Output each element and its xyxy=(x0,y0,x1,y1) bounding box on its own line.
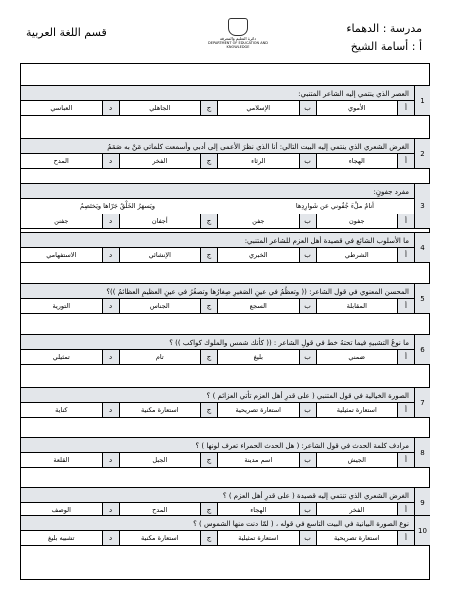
option-letter: ج xyxy=(200,299,217,313)
option-letter: ب xyxy=(299,453,316,467)
school-name: مدرسة : الدهماء xyxy=(346,22,422,35)
options-row xyxy=(20,248,414,263)
option-choice[interactable]: تمثيلي xyxy=(52,353,70,361)
option-choice[interactable]: القلعة xyxy=(53,456,70,464)
question-stem: مرادف كلمة الحدث في قول الشاعر: ( هل الحدث الحمراء تعرف لونها ) ؟ xyxy=(20,437,414,453)
question-number: 9 xyxy=(414,487,430,518)
question-number: 10 xyxy=(414,515,430,546)
option-choice[interactable]: استعارة تمثيلية xyxy=(217,531,299,545)
option-choice[interactable]: الجناس xyxy=(119,299,201,313)
option-choice[interactable]: السجع xyxy=(217,299,299,313)
option-letter: د xyxy=(102,350,119,364)
option-choice[interactable]: جفن xyxy=(217,214,299,228)
options-row xyxy=(20,350,414,365)
question-number: 5 xyxy=(414,283,430,314)
question-number: 6 xyxy=(414,334,430,365)
option-letter: أ xyxy=(397,403,414,417)
option-letter: أ xyxy=(397,299,414,313)
option-choice[interactable]: الرثاء xyxy=(217,154,299,168)
question-stem: الغرض الشعري الذي ينتمي إليه البيت التالي: أنا الذي نظرَ الأعمى إلى أدبي وأسمعت كلماتي مَنْ به صَمَمُ xyxy=(20,138,414,154)
question-stem: المحسن المعنوي في قول الشاعر: (( وتعظُمُ في عينِ الصَغيرِ صِغارُها وتصغُرُ في عينِ العظيمِ العظائمُ ))؟ xyxy=(20,283,414,299)
option-choice[interactable]: أجفان xyxy=(119,214,201,228)
option-choice[interactable]: تشبيه بليغ xyxy=(48,534,75,542)
option-letter: أ xyxy=(397,350,414,364)
option-choice[interactable]: الإنشائي xyxy=(119,248,201,262)
option-letter: د xyxy=(102,453,119,467)
option-letter: د xyxy=(102,299,119,313)
option-letter: ج xyxy=(200,214,217,228)
logo-english-text: DEPARTMENT OF EDUCATION AND KNOWLEDGE xyxy=(208,41,268,49)
option-choice[interactable]: استعارة تمثيلية xyxy=(316,403,398,417)
option-choice[interactable]: الشرطي xyxy=(316,248,398,262)
option-letter: ب xyxy=(299,403,316,417)
emblem-icon xyxy=(228,18,248,36)
option-letter: د xyxy=(102,101,119,115)
option-choice[interactable]: الإسلامي xyxy=(217,101,299,115)
option-letter: د xyxy=(102,214,119,228)
question-stem: ما الأسلوب الشائع في قصيدة أهل العزم للشاعر المتنبي: xyxy=(20,232,414,248)
option-letter: د xyxy=(102,154,119,168)
option-choice[interactable]: الأموي xyxy=(316,101,398,115)
option-letter: أ xyxy=(397,503,414,517)
question-number: 7 xyxy=(414,387,430,418)
option-letter: ب xyxy=(299,531,316,545)
option-letter: أ xyxy=(397,154,414,168)
option-letter: د xyxy=(102,503,119,517)
question-block xyxy=(20,515,430,546)
option-choice[interactable]: الجاهلي xyxy=(119,101,201,115)
option-choice[interactable]: ضمني xyxy=(316,350,398,364)
option-choice[interactable]: الفخر xyxy=(316,503,398,517)
option-letter: ج xyxy=(200,248,217,262)
option-letter: أ xyxy=(397,531,414,545)
option-letter: أ xyxy=(397,248,414,262)
department-label: قسم اللغة العربية xyxy=(26,26,107,39)
verse-line xyxy=(20,199,414,214)
options-row xyxy=(20,403,414,418)
option-letter: ب xyxy=(299,154,316,168)
option-letter: أ xyxy=(397,453,414,467)
option-choice[interactable]: بليغ xyxy=(217,350,299,364)
question-block xyxy=(20,387,430,418)
option-choice[interactable]: المدح xyxy=(53,157,69,165)
option-letter: ج xyxy=(200,503,217,517)
option-letter: ب xyxy=(299,350,316,364)
options-row xyxy=(20,154,414,169)
verse-hemistich: ويَسهَرُ الخَلْقُ جَرّاها ويَختَصِمُ xyxy=(80,202,155,210)
option-letter: د xyxy=(102,531,119,545)
question-number: 8 xyxy=(414,437,430,468)
option-choice[interactable]: المقابلة xyxy=(316,299,398,313)
question-stem: الغرض الشعري الذي تنتمي إليه قصيدة ( على قدرِ أهل العزم ) ؟ xyxy=(20,487,414,503)
option-letter: ب xyxy=(299,248,316,262)
question-block xyxy=(20,334,430,365)
option-choice[interactable]: المدح xyxy=(119,503,201,517)
option-letter: أ xyxy=(397,214,414,228)
option-letter: ج xyxy=(200,101,217,115)
option-choice[interactable]: جفنن xyxy=(54,217,69,225)
options-row xyxy=(20,531,414,546)
question-stem: الصورة الخيالية في قول المتنبي ( على قدرِ أهل العزم تأتي العزائم ) ؟ xyxy=(20,387,414,403)
option-choice[interactable]: كناية xyxy=(55,406,68,414)
option-letter: د xyxy=(102,403,119,417)
option-choice[interactable]: استعارة تصريحية xyxy=(316,531,398,545)
question-number: 2 xyxy=(414,138,430,169)
option-choice[interactable]: الجبل xyxy=(119,453,201,467)
question-number: 3 xyxy=(414,183,430,229)
option-choice[interactable]: استعارة مكنية xyxy=(119,403,201,417)
option-choice[interactable]: جفون xyxy=(316,214,398,228)
option-letter: ب xyxy=(299,299,316,313)
option-choice[interactable]: الخبري xyxy=(217,248,299,262)
option-letter: ب xyxy=(299,214,316,228)
option-choice[interactable]: اسم مدينة xyxy=(217,453,299,467)
page-header xyxy=(20,18,430,58)
option-choice[interactable]: التورية xyxy=(52,302,71,310)
options-row xyxy=(20,299,414,314)
teacher-name: أ : أسامة الشيخ xyxy=(350,40,422,53)
option-choice[interactable]: الهجاء xyxy=(217,503,299,517)
option-choice[interactable]: تام xyxy=(119,350,201,364)
question-stem: ما نوعُ التشبيهِ فيما تحتهُ خط في قولِ الشاعر : (( كأنك شمس والملوك كواكب )) ؟ xyxy=(20,334,414,350)
option-letter: ب xyxy=(299,101,316,115)
department-logo xyxy=(208,18,268,58)
logo-arabic-text: دائرة التعليم والمعرفة xyxy=(219,36,257,41)
question-block xyxy=(20,85,430,116)
option-letter: ج xyxy=(200,453,217,467)
option-letter: أ xyxy=(397,101,414,115)
question-block xyxy=(20,437,430,468)
option-letter: ب xyxy=(299,503,316,517)
question-number: 1 xyxy=(414,85,430,116)
options-row xyxy=(20,101,414,116)
option-choice[interactable]: الفخر xyxy=(119,154,201,168)
option-choice[interactable]: الاستفهامي xyxy=(46,251,77,259)
option-letter: ج xyxy=(200,350,217,364)
option-choice[interactable]: الوصف xyxy=(51,506,71,514)
option-choice[interactable]: استعارة مكنية xyxy=(119,531,201,545)
question-block xyxy=(20,283,430,314)
question-block xyxy=(20,487,430,518)
option-choice[interactable]: الهجاء xyxy=(316,154,398,168)
question-number: 4 xyxy=(414,232,430,263)
option-choice[interactable]: استعارة تصريحية xyxy=(217,403,299,417)
option-letter: ج xyxy=(200,154,217,168)
options-row xyxy=(20,453,414,468)
question-stem: مفرد جفونٍ: xyxy=(20,183,414,199)
question-block xyxy=(20,232,430,263)
option-choice[interactable]: الجيش xyxy=(316,453,398,467)
option-letter: ج xyxy=(200,403,217,417)
option-choice[interactable]: العباسي xyxy=(50,104,73,112)
verse-hemistich: أنامُ ملْءَ جُفُوني عن شَوارِدِها xyxy=(295,202,374,210)
options-row xyxy=(20,214,414,229)
option-letter: د xyxy=(102,248,119,262)
question-block xyxy=(20,183,430,229)
question-stem: العصر الذي ينتمي إليه الشاعر المتنبي: xyxy=(20,85,414,101)
question-stem: نوع الصورة البيانية في البيت التاسع في قوله ، ( لمّا دنت منها الشموس ) ؟ xyxy=(20,515,414,531)
question-block xyxy=(20,138,430,169)
option-letter: ج xyxy=(200,531,217,545)
